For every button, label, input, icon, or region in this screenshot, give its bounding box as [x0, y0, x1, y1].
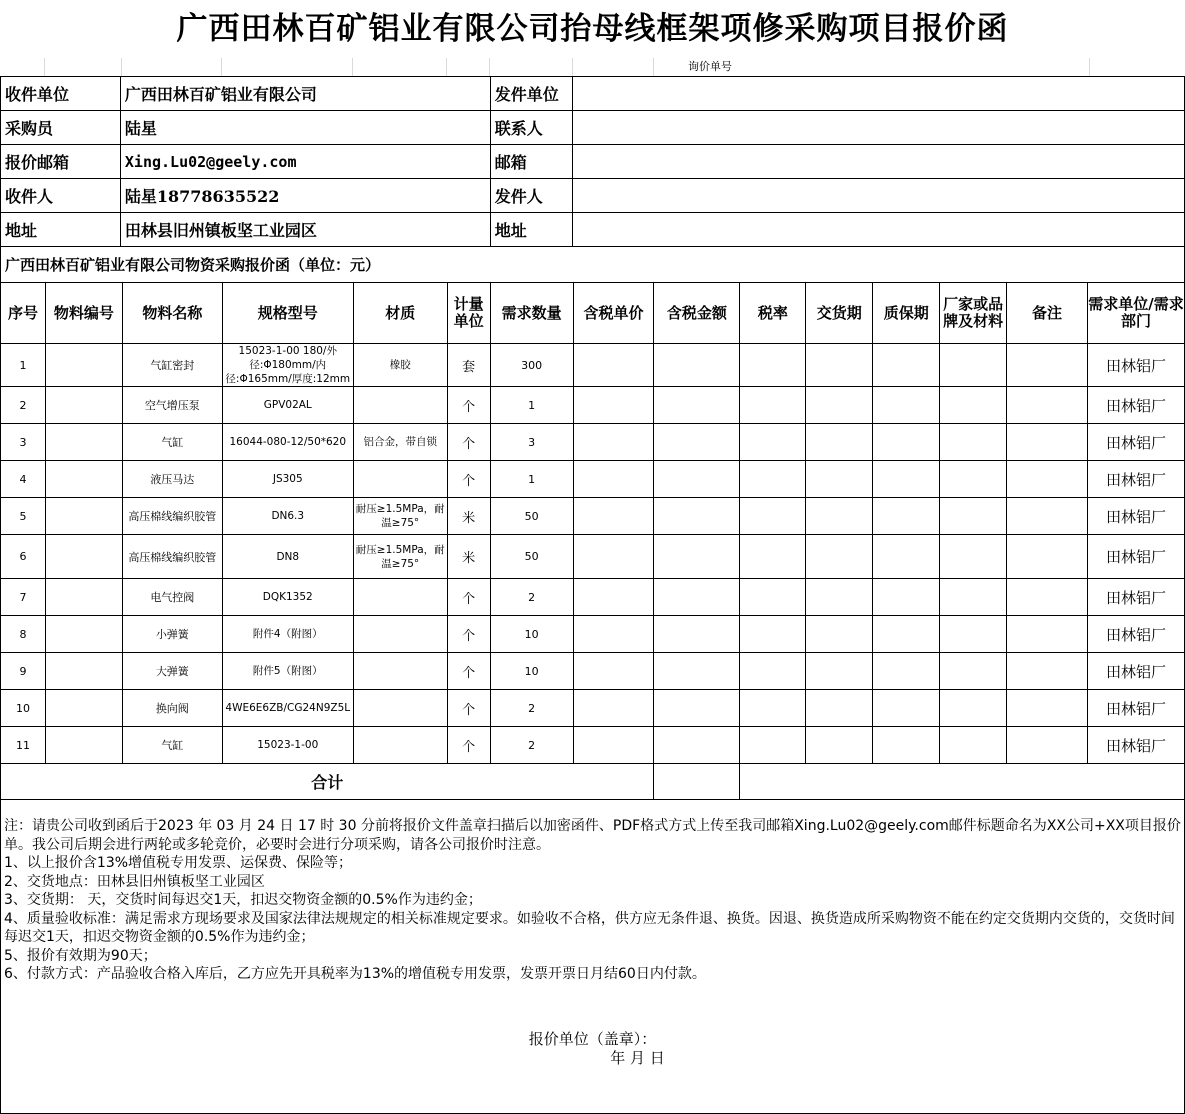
cell-dept: 田林铝厂 [1087, 387, 1184, 424]
cell-warranty[interactable] [873, 535, 940, 579]
cell-amount[interactable] [654, 535, 740, 579]
column-header: 备注 [1007, 283, 1088, 344]
table-row [1, 535, 1185, 579]
cell-remark[interactable] [1007, 387, 1088, 424]
cell-material [353, 461, 447, 498]
cell-dept: 田林铝厂 [1087, 498, 1184, 535]
column-header: 材质 [353, 283, 447, 344]
cell-amount[interactable] [654, 498, 740, 535]
cell-spec: 15023-1-00 [222, 727, 353, 764]
cell-no: 8 [1, 616, 46, 653]
column-header: 厂家或品牌及材料 [940, 283, 1007, 344]
note-line: 4、质量验收标准：满足需求方现场要求及国家法律法规规定的相关标准规定要求。如验收不合格，供方应无条件退、换货。因退、换货造成所采购物资不能在约定交货期内交货的，交货时间每迟交1天，扣迟交物资金额的0.5%作为违约金； [4, 910, 1175, 945]
cell-unit-price[interactable] [573, 727, 654, 764]
cell-code [45, 653, 122, 690]
cell-code [45, 727, 122, 764]
cell-no: 3 [1, 424, 46, 461]
cell-remark[interactable] [1007, 498, 1088, 535]
table-row [1, 498, 1185, 535]
cell-brand[interactable] [940, 535, 1007, 579]
cell-qty: 2 [490, 579, 573, 616]
cell-brand[interactable] [940, 727, 1007, 764]
note-line: 5、报价有效期为90天； [4, 947, 157, 964]
info-value[interactable]: 田林县旧州镇板坚工业园区 [120, 213, 490, 247]
cell-delivery[interactable] [806, 653, 873, 690]
cell-unit-price[interactable] [573, 424, 654, 461]
total-blank [740, 764, 1185, 800]
cell-spec: GPV02AL [222, 387, 353, 424]
cell-unit-price[interactable] [573, 387, 654, 424]
cell-spec: DN6.3 [222, 498, 353, 535]
cell-material: 耐压≥1.5MPa，耐温≥75° [353, 535, 447, 579]
cell-unit-price[interactable] [573, 461, 654, 498]
cell-delivery[interactable] [806, 727, 873, 764]
cell-dept: 田林铝厂 [1087, 461, 1184, 498]
cell-name: 高压棉线编织胶管 [122, 535, 222, 579]
inquiry-number-row [0, 58, 1185, 76]
cell-brand[interactable] [940, 461, 1007, 498]
blank-cell [45, 58, 122, 76]
cell-qty: 2 [490, 690, 573, 727]
cell-spec: 附件4（附图） [222, 616, 353, 653]
cell-no: 7 [1, 579, 46, 616]
info-value[interactable] [572, 77, 1184, 111]
cell-warranty[interactable] [873, 727, 940, 764]
inquiry-number-label: 询价单号 [688, 60, 732, 73]
info-label: 邮箱 [490, 145, 572, 179]
notes-list [4, 817, 1181, 984]
blank-cell [122, 58, 222, 76]
cell-name: 电气控阀 [122, 579, 222, 616]
cell-code [45, 690, 122, 727]
table-row [1, 727, 1185, 764]
cell-qty: 50 [490, 535, 573, 579]
cell-unit: 套 [447, 344, 490, 387]
note-line: 注：请贵公司收到函后于2023 年 03 月 24 日 17 时 30 分前将报价文件盖章扫描后以加密函件、PDF格式方式上传至我司邮箱Xing.Lu02@geely.com邮件标题命名为XX公司+XX项目报价单。我公司后期会进行两轮或多轮竞价，必要时会进行分项采购，请各公司报价时注意。 [4, 818, 1181, 853]
cell-amount[interactable] [654, 461, 740, 498]
cell-name: 液压马达 [122, 461, 222, 498]
cell-material: 橡胶 [353, 344, 447, 387]
note-line: 3、交货期： 天，交货时间每迟交1天，扣迟交物资金额的0.5%作为违约金； [4, 892, 482, 908]
cell-warranty[interactable] [873, 461, 940, 498]
cell-material [353, 616, 447, 653]
cell-name: 大弹簧 [122, 653, 222, 690]
cell-dept: 田林铝厂 [1087, 535, 1184, 579]
cell-unit: 个 [447, 727, 490, 764]
cell-material [353, 690, 447, 727]
info-value[interactable]: Xing.Lu02@geely.com [120, 145, 490, 179]
info-value[interactable] [572, 145, 1184, 179]
cell-delivery[interactable] [806, 579, 873, 616]
cell-remark[interactable] [1007, 616, 1088, 653]
cell-tax-rate[interactable] [740, 387, 806, 424]
cell-warranty[interactable] [873, 387, 940, 424]
cell-code [45, 579, 122, 616]
cell-warranty[interactable] [873, 579, 940, 616]
info-value[interactable]: 陆星 [120, 111, 490, 145]
cell-code [45, 387, 122, 424]
cell-remark[interactable] [1007, 690, 1088, 727]
cell-remark[interactable] [1007, 727, 1088, 764]
cell-warranty[interactable] [873, 653, 940, 690]
info-label: 联系人 [490, 111, 572, 145]
cell-dept: 田林铝厂 [1087, 579, 1184, 616]
cell-material: 耐压≥1.5MPa，耐温≥75° [353, 498, 447, 535]
total-row [1, 764, 1185, 800]
cell-dept: 田林铝厂 [1087, 344, 1184, 387]
table-row [1, 387, 1185, 424]
column-header: 物料编号 [45, 283, 122, 344]
total-label: 合计 [1, 764, 654, 800]
cell-delivery[interactable] [806, 498, 873, 535]
cell-no: 4 [1, 461, 46, 498]
info-row [1, 77, 1185, 111]
blank-cell [353, 58, 447, 76]
cell-brand[interactable] [940, 653, 1007, 690]
cell-tax-rate[interactable] [740, 727, 806, 764]
cell-spec: 4WE6E6ZB/CG24N9Z5L [222, 690, 353, 727]
cell-warranty[interactable] [873, 344, 940, 387]
cell-amount[interactable] [654, 344, 740, 387]
cell-unit: 米 [447, 535, 490, 579]
cell-tax-rate[interactable] [740, 690, 806, 727]
cell-unit-price[interactable] [573, 344, 654, 387]
info-label: 发件人 [490, 179, 572, 213]
total-amount[interactable] [654, 764, 740, 800]
info-row [1, 111, 1185, 145]
cell-delivery[interactable] [806, 344, 873, 387]
cell-unit-price[interactable] [573, 498, 654, 535]
cell-name: 换向阀 [122, 690, 222, 727]
cell-unit: 个 [447, 461, 490, 498]
column-header: 交货期 [806, 283, 873, 344]
info-value[interactable] [572, 111, 1184, 145]
cell-qty: 1 [490, 461, 573, 498]
cell-warranty[interactable] [873, 498, 940, 535]
info-row [1, 145, 1185, 179]
cell-tax-rate[interactable] [740, 424, 806, 461]
cell-name: 气缸 [122, 424, 222, 461]
column-header: 税率 [740, 283, 806, 344]
info-label: 地址 [490, 213, 572, 247]
cell-remark[interactable] [1007, 344, 1088, 387]
cell-no: 10 [1, 690, 46, 727]
cell-name: 高压棉线编织胶管 [122, 498, 222, 535]
cell-brand[interactable] [940, 690, 1007, 727]
cell-qty: 2 [490, 727, 573, 764]
info-row [1, 179, 1185, 213]
cell-amount[interactable] [654, 727, 740, 764]
note-line: 2、交货地点：田林县旧州镇板坚工业园区 [4, 873, 265, 890]
cell-unit: 个 [447, 616, 490, 653]
cell-qty: 10 [490, 616, 573, 653]
cell-code [45, 461, 122, 498]
cell-name: 气缸 [122, 727, 222, 764]
column-header: 质保期 [873, 283, 940, 344]
cell-unit: 个 [447, 653, 490, 690]
cell-code [45, 616, 122, 653]
inquiry-number-value[interactable] [740, 58, 1090, 76]
cell-spec: DN8 [222, 535, 353, 579]
cell-spec: DQK1352 [222, 579, 353, 616]
cell-tax-rate[interactable] [740, 579, 806, 616]
cell-unit: 个 [447, 387, 490, 424]
column-header: 序号 [1, 283, 46, 344]
cell-name: 小弹簧 [122, 616, 222, 653]
cell-unit: 个 [447, 579, 490, 616]
header-row [1, 283, 1185, 344]
cell-no: 9 [1, 653, 46, 690]
cell-brand[interactable] [940, 387, 1007, 424]
cell-qty: 300 [490, 344, 573, 387]
cell-no: 6 [1, 535, 46, 579]
cell-tax-rate[interactable] [740, 461, 806, 498]
cell-name: 空气增压泵 [122, 387, 222, 424]
cell-spec: JS305 [222, 461, 353, 498]
cell-code [45, 535, 122, 579]
info-value[interactable] [572, 213, 1184, 247]
info-value[interactable]: 陆星18778635522 [120, 179, 490, 213]
column-header: 需求单位/需求部门 [1087, 283, 1184, 344]
info-value[interactable]: 广西田林百矿铝业有限公司 [120, 77, 490, 111]
cell-tax-rate[interactable] [740, 653, 806, 690]
cell-spec: 16044-080-12/50*620 [222, 424, 353, 461]
column-header: 需求数量 [490, 283, 573, 344]
cell-tax-rate[interactable] [740, 616, 806, 653]
cell-dept: 田林铝厂 [1087, 616, 1184, 653]
cell-unit-price[interactable] [573, 690, 654, 727]
cell-qty: 1 [490, 387, 573, 424]
cell-amount[interactable] [654, 424, 740, 461]
cell-code [45, 344, 122, 387]
table-row [1, 579, 1185, 616]
cell-dept: 田林铝厂 [1087, 653, 1184, 690]
cell-name: 气缸密封 [122, 344, 222, 387]
cell-amount[interactable] [654, 579, 740, 616]
cell-remark[interactable] [1007, 424, 1088, 461]
note-line: 1、以上报价含13%增值税专用发票、运保费、保险等； [4, 855, 353, 871]
cell-unit-price[interactable] [573, 653, 654, 690]
info-label: 发件单位 [490, 77, 572, 111]
cell-tax-rate[interactable] [740, 535, 806, 579]
column-header: 计量单位 [447, 283, 490, 344]
cell-delivery[interactable] [806, 616, 873, 653]
cell-no: 2 [1, 387, 46, 424]
cell-tax-rate[interactable] [740, 498, 806, 535]
column-header: 含税单价 [573, 283, 654, 344]
cell-unit-price[interactable] [573, 579, 654, 616]
cell-qty: 50 [490, 498, 573, 535]
document-title: 广西田林百矿铝业有限公司抬母线框架项修采购项目报价函 [176, 11, 1009, 47]
cell-warranty[interactable] [873, 690, 940, 727]
cell-material: 铝合金，带自锁 [353, 424, 447, 461]
cell-dept: 田林铝厂 [1087, 690, 1184, 727]
table-row [1, 690, 1185, 727]
cell-delivery[interactable] [806, 387, 873, 424]
note-line: 6、付款方式：产品验收合格入库后，乙方应先开具税率为13%的增值税专用发票，发票开票日月结60日内付款。 [4, 966, 706, 982]
blank-cell [490, 58, 573, 76]
cell-no: 11 [1, 727, 46, 764]
cell-amount[interactable] [654, 690, 740, 727]
cell-no: 5 [1, 498, 46, 535]
table-subtitle: 广西田林百矿铝业有限公司物资采购报价函（单位：元） [0, 247, 1185, 283]
cell-amount[interactable] [654, 387, 740, 424]
cell-unit: 个 [447, 424, 490, 461]
cell-remark[interactable] [1007, 579, 1088, 616]
info-row [1, 213, 1185, 247]
cell-material [353, 653, 447, 690]
cell-spec: 附件5（附图） [222, 653, 353, 690]
cell-warranty[interactable] [873, 616, 940, 653]
table-row [1, 616, 1185, 653]
cell-unit: 个 [447, 690, 490, 727]
table-row [1, 424, 1185, 461]
signature-stamp-label: 报价单位（盖章）： [528, 1030, 657, 1048]
info-label: 收件单位 [1, 77, 121, 111]
cell-unit: 米 [447, 498, 490, 535]
blank-cell [0, 58, 45, 76]
cell-remark[interactable] [1007, 535, 1088, 579]
cell-warranty[interactable] [873, 424, 940, 461]
cell-remark[interactable] [1007, 461, 1088, 498]
contact-info-table [0, 76, 1185, 247]
cell-code [45, 498, 122, 535]
cell-unit-price[interactable] [573, 535, 654, 579]
cell-material [353, 579, 447, 616]
cell-brand[interactable] [940, 424, 1007, 461]
info-label: 采购员 [1, 111, 121, 145]
cell-qty: 3 [490, 424, 573, 461]
table-row [1, 653, 1185, 690]
cell-code [45, 424, 122, 461]
info-label: 收件人 [1, 179, 121, 213]
info-value[interactable] [572, 179, 1184, 213]
items-table [0, 282, 1185, 800]
cell-brand[interactable] [940, 616, 1007, 653]
cell-delivery[interactable] [806, 535, 873, 579]
cell-dept: 田林铝厂 [1087, 727, 1184, 764]
table-row [1, 461, 1185, 498]
column-header: 物料名称 [122, 283, 222, 344]
cell-delivery[interactable] [806, 690, 873, 727]
cell-brand[interactable] [940, 498, 1007, 535]
cell-tax-rate[interactable] [740, 344, 806, 387]
cell-material [353, 727, 447, 764]
cell-remark[interactable] [1007, 653, 1088, 690]
column-header: 规格型号 [222, 283, 353, 344]
blank-cell [222, 58, 353, 76]
column-header: 含税金额 [654, 283, 740, 344]
info-label: 地址 [1, 213, 121, 247]
cell-delivery[interactable] [806, 424, 873, 461]
info-label: 报价邮箱 [1, 145, 121, 179]
cell-brand[interactable] [940, 579, 1007, 616]
cell-brand[interactable] [940, 344, 1007, 387]
cell-no: 1 [1, 344, 46, 387]
cell-amount[interactable] [654, 616, 740, 653]
cell-spec: 15023-1-00 180/外径:Φ180mm/内径:Φ165mm/厚度:12mm [222, 344, 353, 387]
cell-unit-price[interactable] [573, 616, 654, 653]
table-row [1, 344, 1185, 387]
cell-dept: 田林铝厂 [1087, 424, 1184, 461]
cell-material [353, 387, 447, 424]
blank-cell [573, 58, 654, 76]
cell-qty: 10 [490, 653, 573, 690]
blank-cell [447, 58, 490, 76]
cell-delivery[interactable] [806, 461, 873, 498]
signature-date-label: 年 月 日 [610, 1049, 665, 1067]
cell-amount[interactable] [654, 653, 740, 690]
